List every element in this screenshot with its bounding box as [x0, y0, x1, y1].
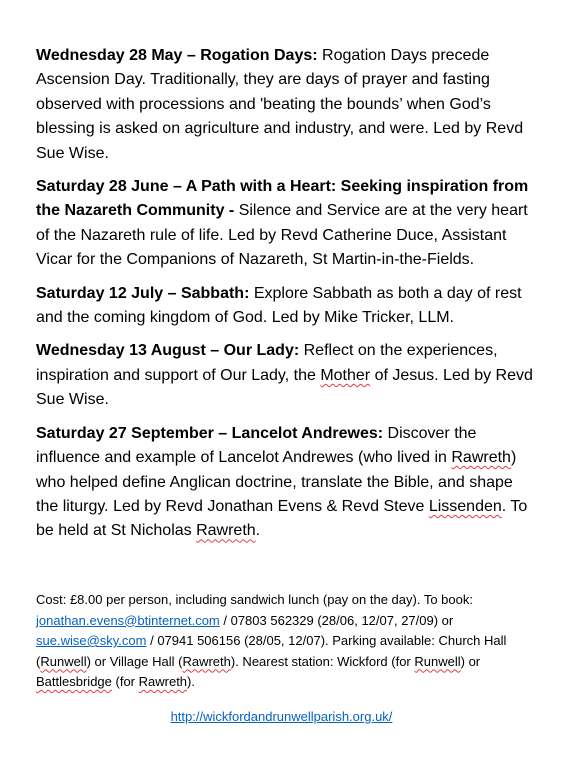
info-text: / 07941 506156 (28/05, 12/07). Parking available: Church Hall (	[36, 633, 507, 669]
info-text: ) or Village Hall (	[86, 653, 183, 669]
event-title: Saturday 12 July – Sabbath:	[36, 284, 250, 302]
events-list	[36, 44, 536, 553]
info-text: ).	[187, 674, 195, 689]
event-our-lady	[36, 339, 536, 412]
footer	[0, 707, 563, 727]
info-text: Cost: £8.00 per person, including sandwich lunch (pay on the day). To book:	[36, 592, 473, 607]
event-description-part: Discover the influence and example of Lancelot Andrewes (who lived in	[36, 424, 477, 467]
event-lancelot-andrewes	[36, 422, 536, 544]
spellcheck-word: Rawreth	[182, 653, 231, 669]
event-description-part: of Jesus. Led by Revd Sue Wise.	[36, 366, 533, 409]
spellcheck-word: Rawreth	[138, 674, 188, 689]
info-text: / 07803 562329 (28/06, 12/07, 27/09) or	[219, 612, 454, 628]
spellcheck-word: Runwell	[40, 653, 87, 669]
info-text: ). Nearest station: Wickford (for	[230, 653, 415, 669]
event-description-part: ) who helped define Anglican doctrine, translate the Bible, and shape the liturgy. Led by Revd Jonathan Evens & Revd Steve	[36, 449, 517, 515]
event-description-part: Reflect on the experiences, inspiration and support of Our Lady, the	[36, 342, 498, 384]
spellcheck-word: Lissenden	[428, 497, 502, 515]
info-text: (for	[111, 674, 139, 689]
spellcheck-word: Runwell	[414, 653, 461, 669]
event-description: Silence and Service are at the very heart of the Nazareth rule of life. Led by Revd Catherine Duce, Assistant Vicar for the Companions of Nazareth, St Martin-in-the-Fields.	[36, 202, 528, 269]
event-description-part: .	[255, 522, 261, 540]
event-title: Wednesday 28 May – Rogation Days:	[36, 47, 318, 64]
email-link-jonathan[interactable]: jonathan.evens@btinternet.com	[36, 612, 220, 628]
event-description: Explore Sabbath as both a day of rest and the coming kingdom of God. Led by Mike Tricker, LLM.	[36, 284, 522, 327]
spellcheck-word: Rawreth	[196, 522, 256, 540]
event-sabbath	[36, 282, 536, 331]
event-title: Saturday 28 June – A Path with a Heart: Seeking inspiration from the Nazareth Community -	[36, 178, 529, 220]
spellcheck-word: Battlesbridge	[36, 674, 112, 689]
spellcheck-word: Mother	[320, 366, 371, 384]
info-text: ) or	[460, 653, 481, 669]
spellcheck-word: Rawreth	[451, 449, 511, 467]
booking-info	[36, 590, 536, 693]
event-title: Saturday 27 September – Lancelot Andrewes:	[36, 424, 384, 442]
event-description: Rogation Days precede Ascension Day. Traditionally, they are days of prayer and fasting observed with processions and 'beating the bounds’ when God’s blessing is asked on agriculture and industry, and were. Led by Revd Sue Wise.	[36, 47, 524, 162]
event-path-with-a-heart	[36, 175, 536, 273]
event-title: Wednesday 13 August – Our Lady:	[36, 342, 300, 360]
parish-website-link[interactable]: http://wickfordandrunwellparish.org.uk/	[170, 709, 393, 724]
event-description-part: . To be held at St Nicholas	[36, 497, 528, 540]
email-link-sue[interactable]: sue.wise@sky.com	[36, 633, 147, 648]
event-rogation-days	[36, 44, 536, 166]
